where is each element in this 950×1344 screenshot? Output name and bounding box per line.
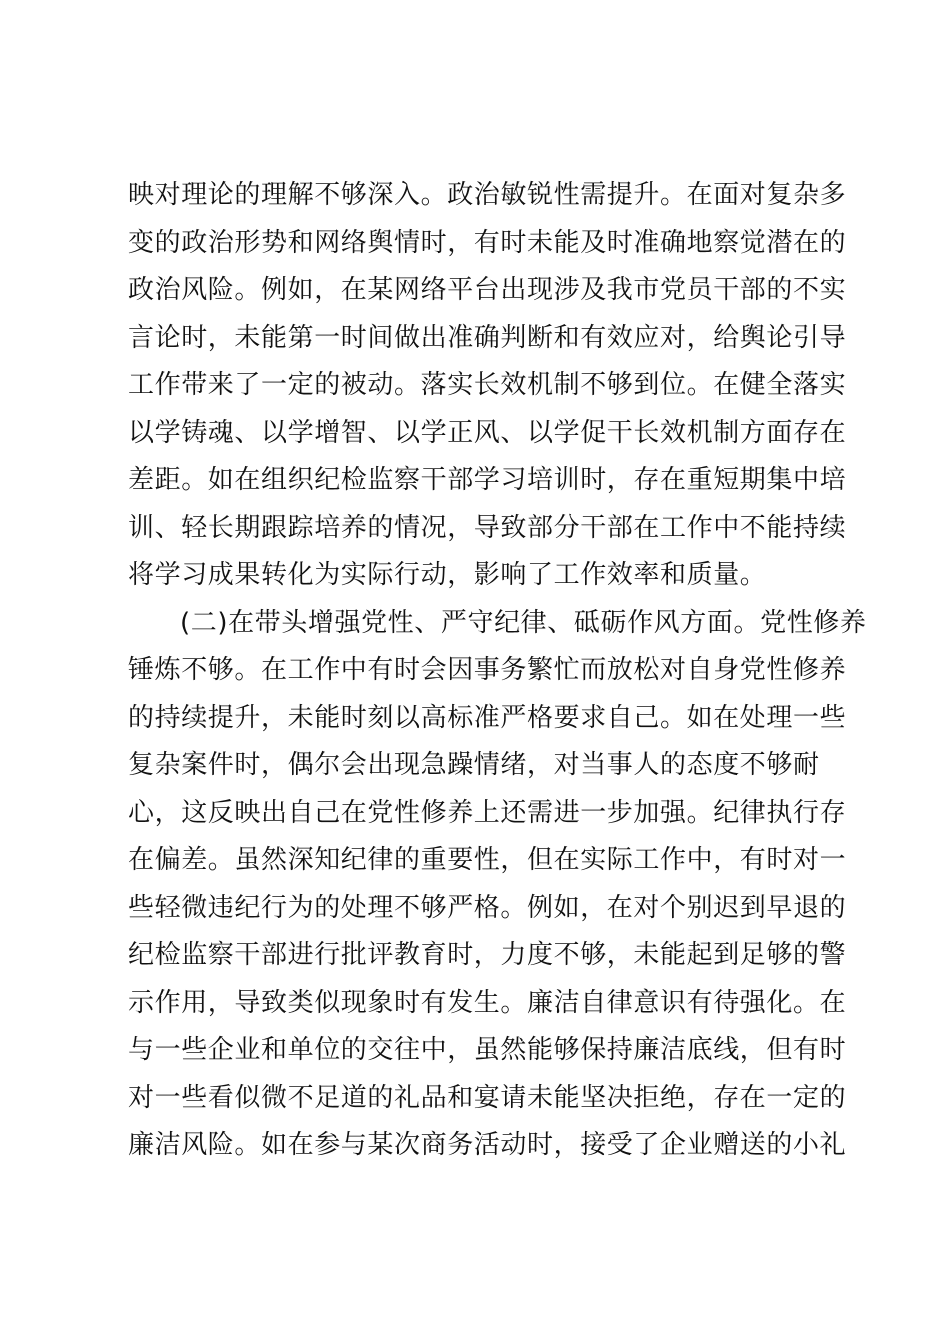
text-line: 以学铸魂、以学增智、以学正风、以学促干长效机制方面存在 (128, 417, 847, 448)
text-line: 复杂案件时，偶尔会出现急躁情绪，对当事人的态度不够耐 (128, 750, 820, 780)
text-line: 锤炼不够。在工作中有时会因事务繁忙而放松对自身党性修养 (128, 655, 847, 685)
text-line: 的持续提升，未能时刻以高标准严格要求自己。如在处理一些 (128, 702, 847, 733)
text-line: 言论时，未能第一时间做出准确判断和有效应对，给舆论引导 (128, 322, 847, 353)
text-line: 差距。如在组织纪检监察干部学习培训时，存在重短期集中培 (128, 465, 847, 495)
section-heading-line: (二)在带头增强党性、严守纪律、砥砺作风方面。党性修养 (180, 607, 867, 638)
text-line: 将学习成果转化为实际行动，影响了工作效率和质量。 (128, 560, 767, 590)
text-line: 些轻微违纪行为的处理不够严格。例如，在对个别迟到早退的 (128, 892, 847, 923)
text-line: 示作用，导致类似现象时有发生。廉洁自律意识有待强化。在 (128, 987, 847, 1018)
text-line: 对一些看似微不足道的礼品和宴请未能坚决拒绝，存在一定的 (128, 1082, 847, 1113)
text-line: 训、轻长期跟踪培养的情况，导致部分干部在工作中不能持续 (128, 512, 847, 543)
text-line: 廉洁风险。如在参与某次商务活动时，接受了企业赠送的小礼 (128, 1130, 847, 1160)
text-line: 心，这反映出自己在党性修养上还需进一步加强。纪律执行存 (128, 797, 847, 828)
text-line: 政治风险。例如，在某网络平台出现涉及我市党员干部的不实 (128, 275, 847, 305)
body-text (128, 172, 867, 1170)
text-line: 在偏差。虽然深知纪律的重要性，但在实际工作中，有时对一 (128, 845, 847, 875)
text-line: 纪检监察干部进行批评教育时，力度不够，未能起到足够的警 (128, 940, 847, 970)
text-line: 变的政治形势和网络舆情时，有时未能及时准确地察觉潜在的 (128, 227, 847, 258)
text-line: 与一些企业和单位的交往中，虽然能够保持廉洁底线，但有时 (128, 1035, 847, 1065)
text-line: 工作带来了一定的被动。落实长效机制不够到位。在健全落实 (128, 370, 847, 400)
text-line: 映对理论的理解不够深入。政治敏锐性需提升。在面对复杂多 (128, 180, 847, 210)
